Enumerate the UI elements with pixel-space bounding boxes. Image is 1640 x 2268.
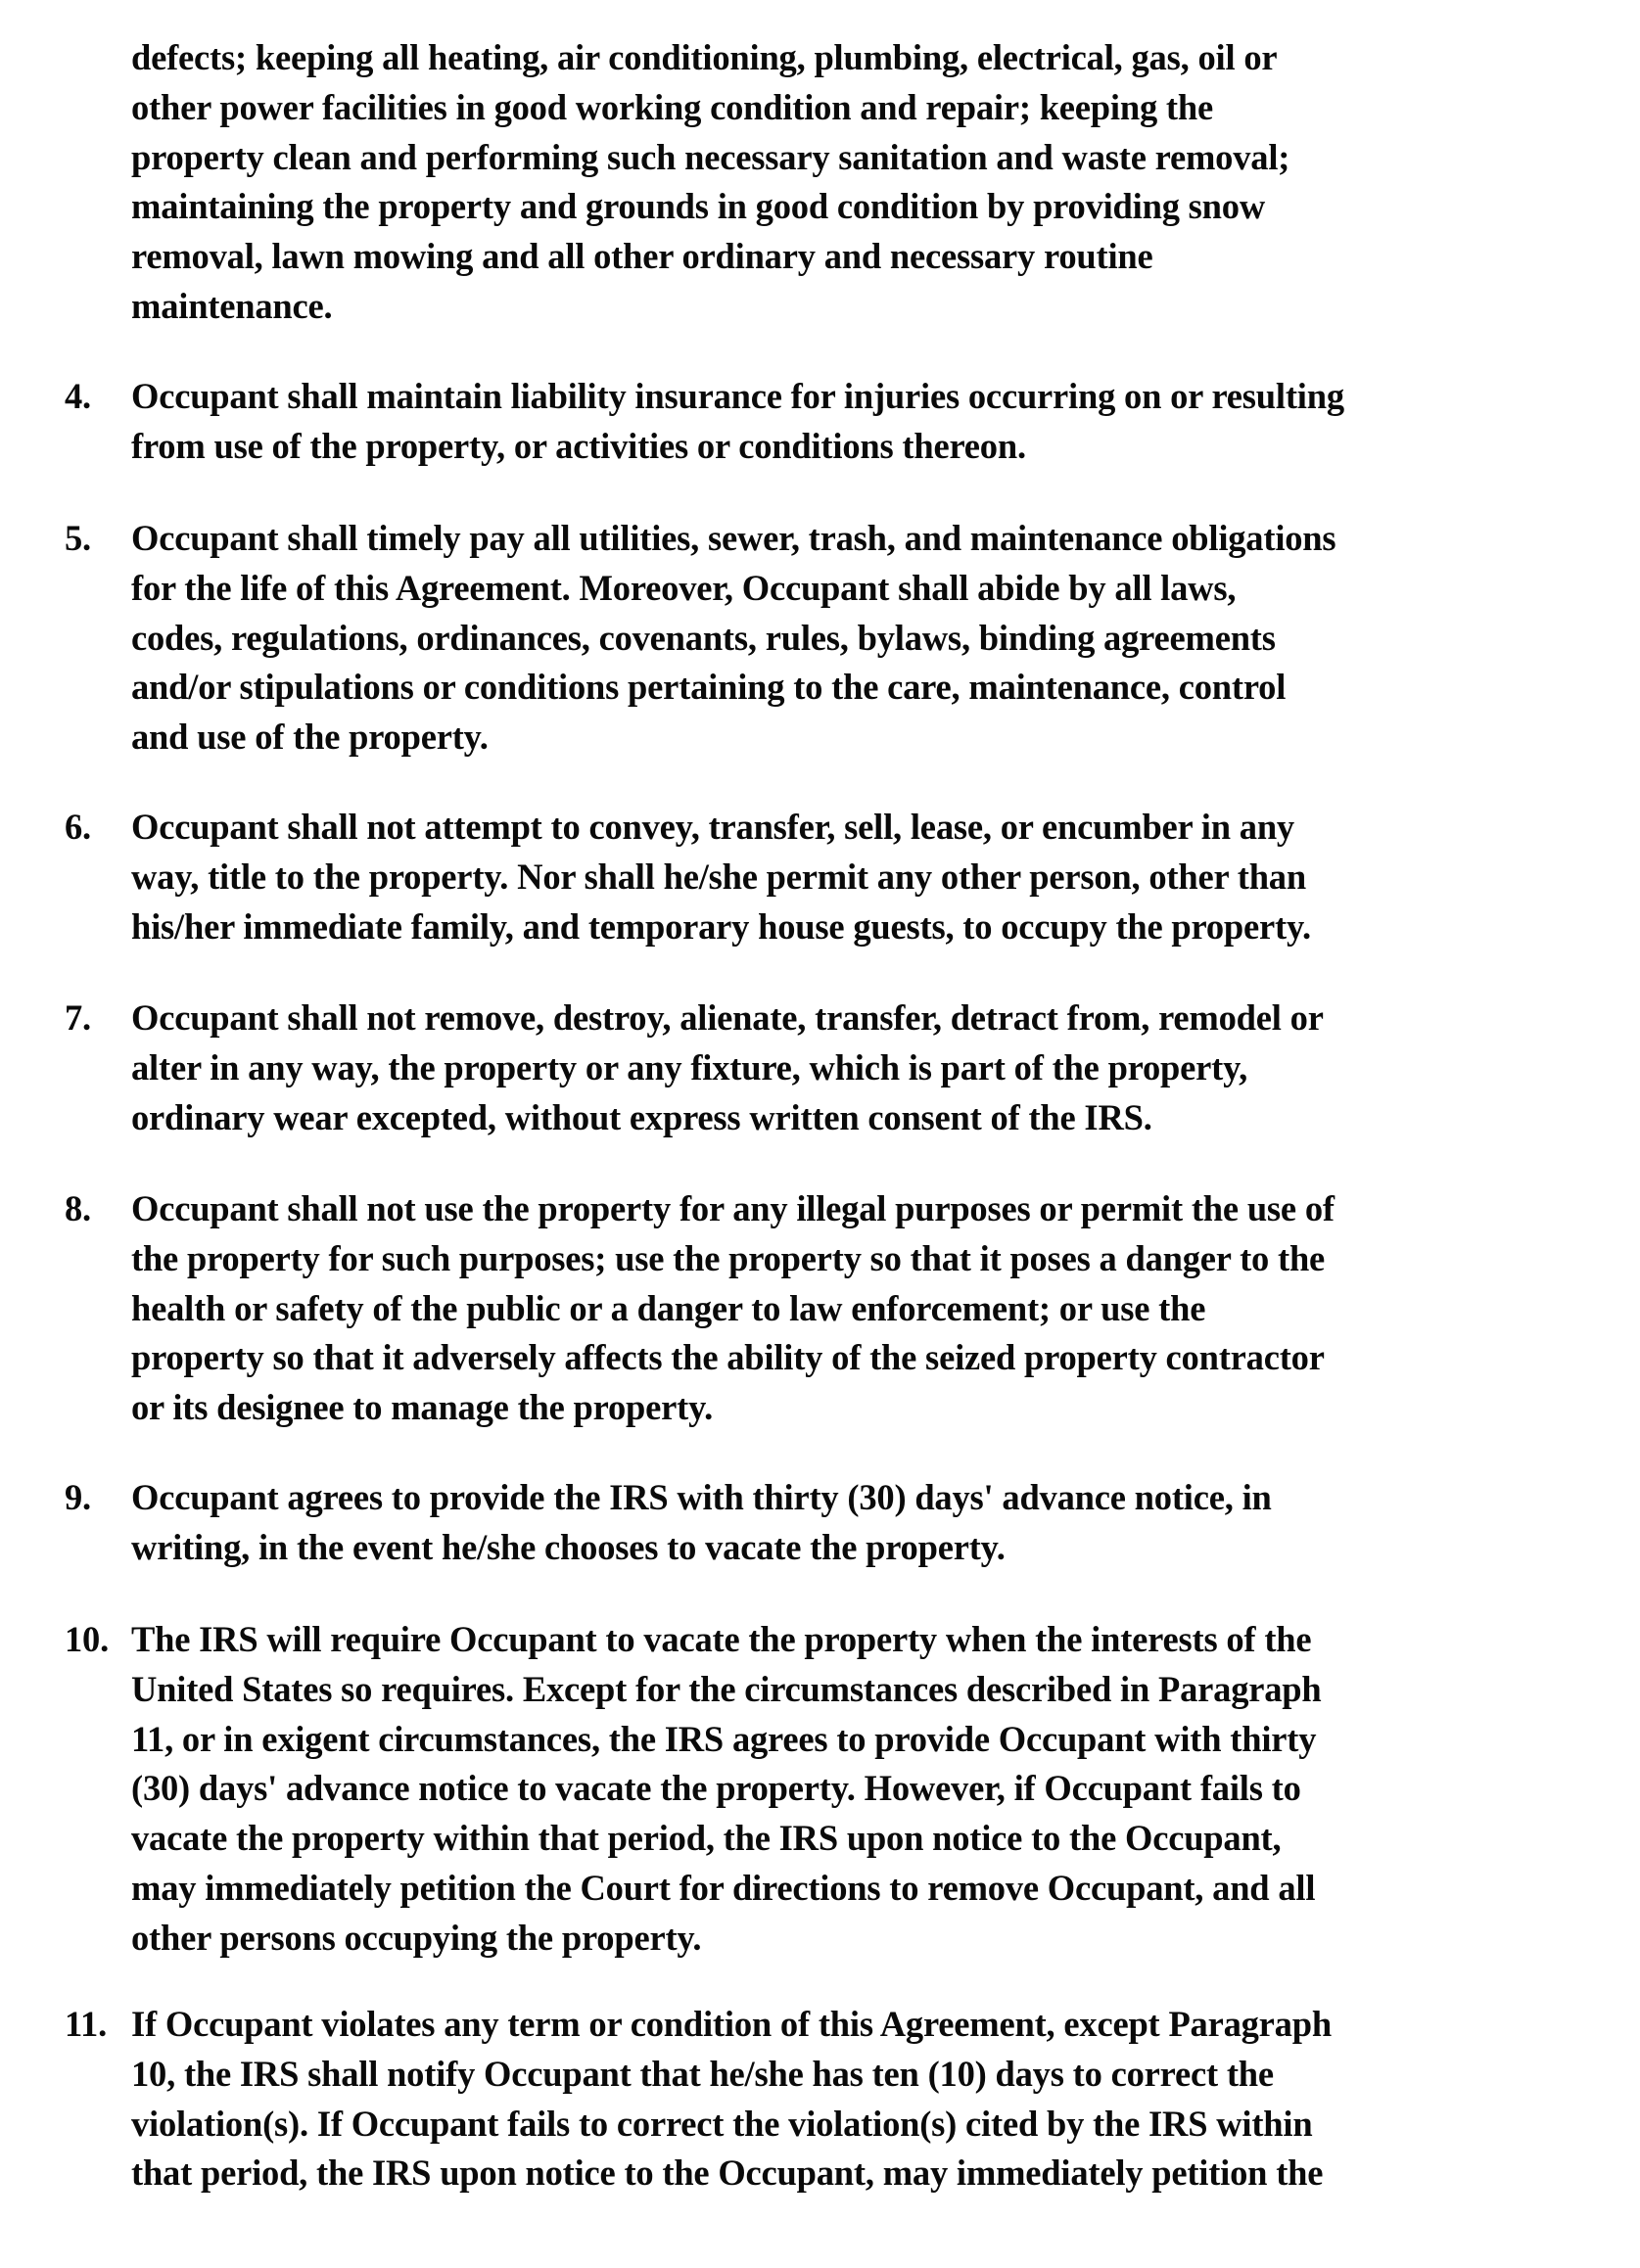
- clause-number: 7.: [65, 997, 91, 1038]
- clause-line: Occupant shall not use the property for any illegal purposes or permit the use of: [131, 1188, 1335, 1228]
- clause-line: way, title to the property. Nor shall he/she permit any other person, other than: [131, 856, 1306, 897]
- paragraph-line: maintenance.: [131, 285, 333, 326]
- clause-line: ordinary wear excepted, without express written consent of the IRS.: [131, 1096, 1152, 1137]
- clause-text: [131, 803, 1563, 951]
- clause-line: health or safety of the public or a danger to law enforcement; or use the: [131, 1287, 1206, 1328]
- clause-line: violation(s). If Occupant fails to correct the violation(s) cited by the IRS within: [131, 2103, 1313, 2144]
- clause-line: and use of the property.: [131, 717, 489, 758]
- clause-line: property so that it adversely affects the ability of the seized property contractor: [131, 1337, 1325, 1378]
- clause-text: [131, 2000, 1563, 2199]
- clause-line: The IRS will require Occupant to vacate the property when the interests of the: [131, 1619, 1312, 1659]
- clause-line: his/her immediate family, and temporary house guests, to occupy the property.: [131, 905, 1311, 947]
- clause-number: 8.: [65, 1188, 91, 1228]
- clause-8: [65, 1184, 1572, 1433]
- clause-7: [65, 994, 1572, 1142]
- clause-line: for the life of this Agreement. Moreover, Occupant shall abide by all laws,: [131, 567, 1237, 608]
- clause-line: 10, the IRS shall notify Occupant that he/she has ten (10) days to correct the: [131, 2053, 1274, 2094]
- clause-text: [131, 994, 1563, 1142]
- paragraph-line: removal, lawn mowing and all other ordinary and necessary routine: [131, 236, 1153, 277]
- clause-line: vacate the property within that period, the IRS upon notice to the Occupant,: [131, 1818, 1282, 1859]
- clause-line: that period, the IRS upon notice to the Occupant, may immediately petition the: [131, 2152, 1324, 2194]
- paragraph-line: maintaining the property and grounds in good condition by providing snow: [131, 186, 1265, 227]
- clause-line: alter in any way, the property or any fixture, which is part of the property,: [131, 1046, 1248, 1088]
- clause-line: Occupant shall maintain liability insurance for injuries occurring on or resulting: [131, 376, 1344, 416]
- clause-line: or its designee to manage the property.: [131, 1387, 714, 1428]
- clause-line: Occupant shall not remove, destroy, alienate, transfer, detract from, remodel or: [131, 997, 1324, 1038]
- clause-line: codes, regulations, ordinances, covenants, rules, bylaws, binding agreements: [131, 617, 1276, 658]
- clause-line: United States so requires. Except for the circumstances described in Paragraph: [131, 1668, 1322, 1709]
- clause-10: [65, 1615, 1572, 1964]
- clause-number: 4.: [65, 376, 91, 416]
- clause-line: (30) days' advance notice to vacate the property. However, if Occupant fails to: [131, 1768, 1301, 1809]
- clause-line: Occupant shall timely pay all utilities, sewer, trash, and maintenance obligations: [131, 518, 1336, 558]
- clause-line: Occupant agrees to provide the IRS with thirty (30) days' advance notice, in: [131, 1477, 1272, 1517]
- clause-line: If Occupant violates any term or condition of this Agreement, except Paragraph: [131, 2004, 1332, 2044]
- clause-text: [131, 1615, 1563, 1964]
- paragraph-line: defects; keeping all heating, air conditioning, plumbing, electrical, gas, oil or: [131, 37, 1278, 77]
- clause-line: and/or stipulations or conditions pertaining to the care, maintenance, control: [131, 667, 1287, 708]
- clause-6: [65, 803, 1572, 951]
- clause-9: [65, 1473, 1572, 1573]
- clause-11: [65, 2000, 1572, 2199]
- clause-text: [131, 1184, 1563, 1433]
- clause-text: [131, 514, 1563, 763]
- clause-line: from use of the property, or activities or conditions thereon.: [131, 425, 1026, 466]
- clause-text: [131, 372, 1563, 472]
- clause-line: other persons occupying the property.: [131, 1917, 702, 1958]
- clause-4: [65, 372, 1572, 472]
- clause-5: [65, 514, 1572, 763]
- clause-text: [131, 1473, 1563, 1573]
- clause-number: 9.: [65, 1477, 91, 1517]
- clause-number: 6.: [65, 807, 91, 847]
- intro-paragraph: [131, 33, 1561, 332]
- clause-line: may immediately petition the Court for directions to remove Occupant, and all: [131, 1867, 1316, 1908]
- clause-line: 11, or in exigent circumstances, the IRS agrees to provide Occupant with thirty: [131, 1718, 1317, 1759]
- clause-line: Occupant shall not attempt to convey, transfer, sell, lease, or encumber in any: [131, 807, 1294, 847]
- clause-number: 10.: [65, 1619, 110, 1659]
- clause-line: the property for such purposes; use the property so that it poses a danger to the: [131, 1237, 1326, 1278]
- paragraph-line: other power facilities in good working condition and repair; keeping the: [131, 86, 1213, 127]
- clause-line: writing, in the event he/she chooses to vacate the property.: [131, 1526, 1006, 1567]
- clause-number: 5.: [65, 518, 91, 558]
- clause-number: 11.: [65, 2004, 108, 2044]
- paragraph-line: property clean and performing such necessary sanitation and waste removal;: [131, 136, 1290, 177]
